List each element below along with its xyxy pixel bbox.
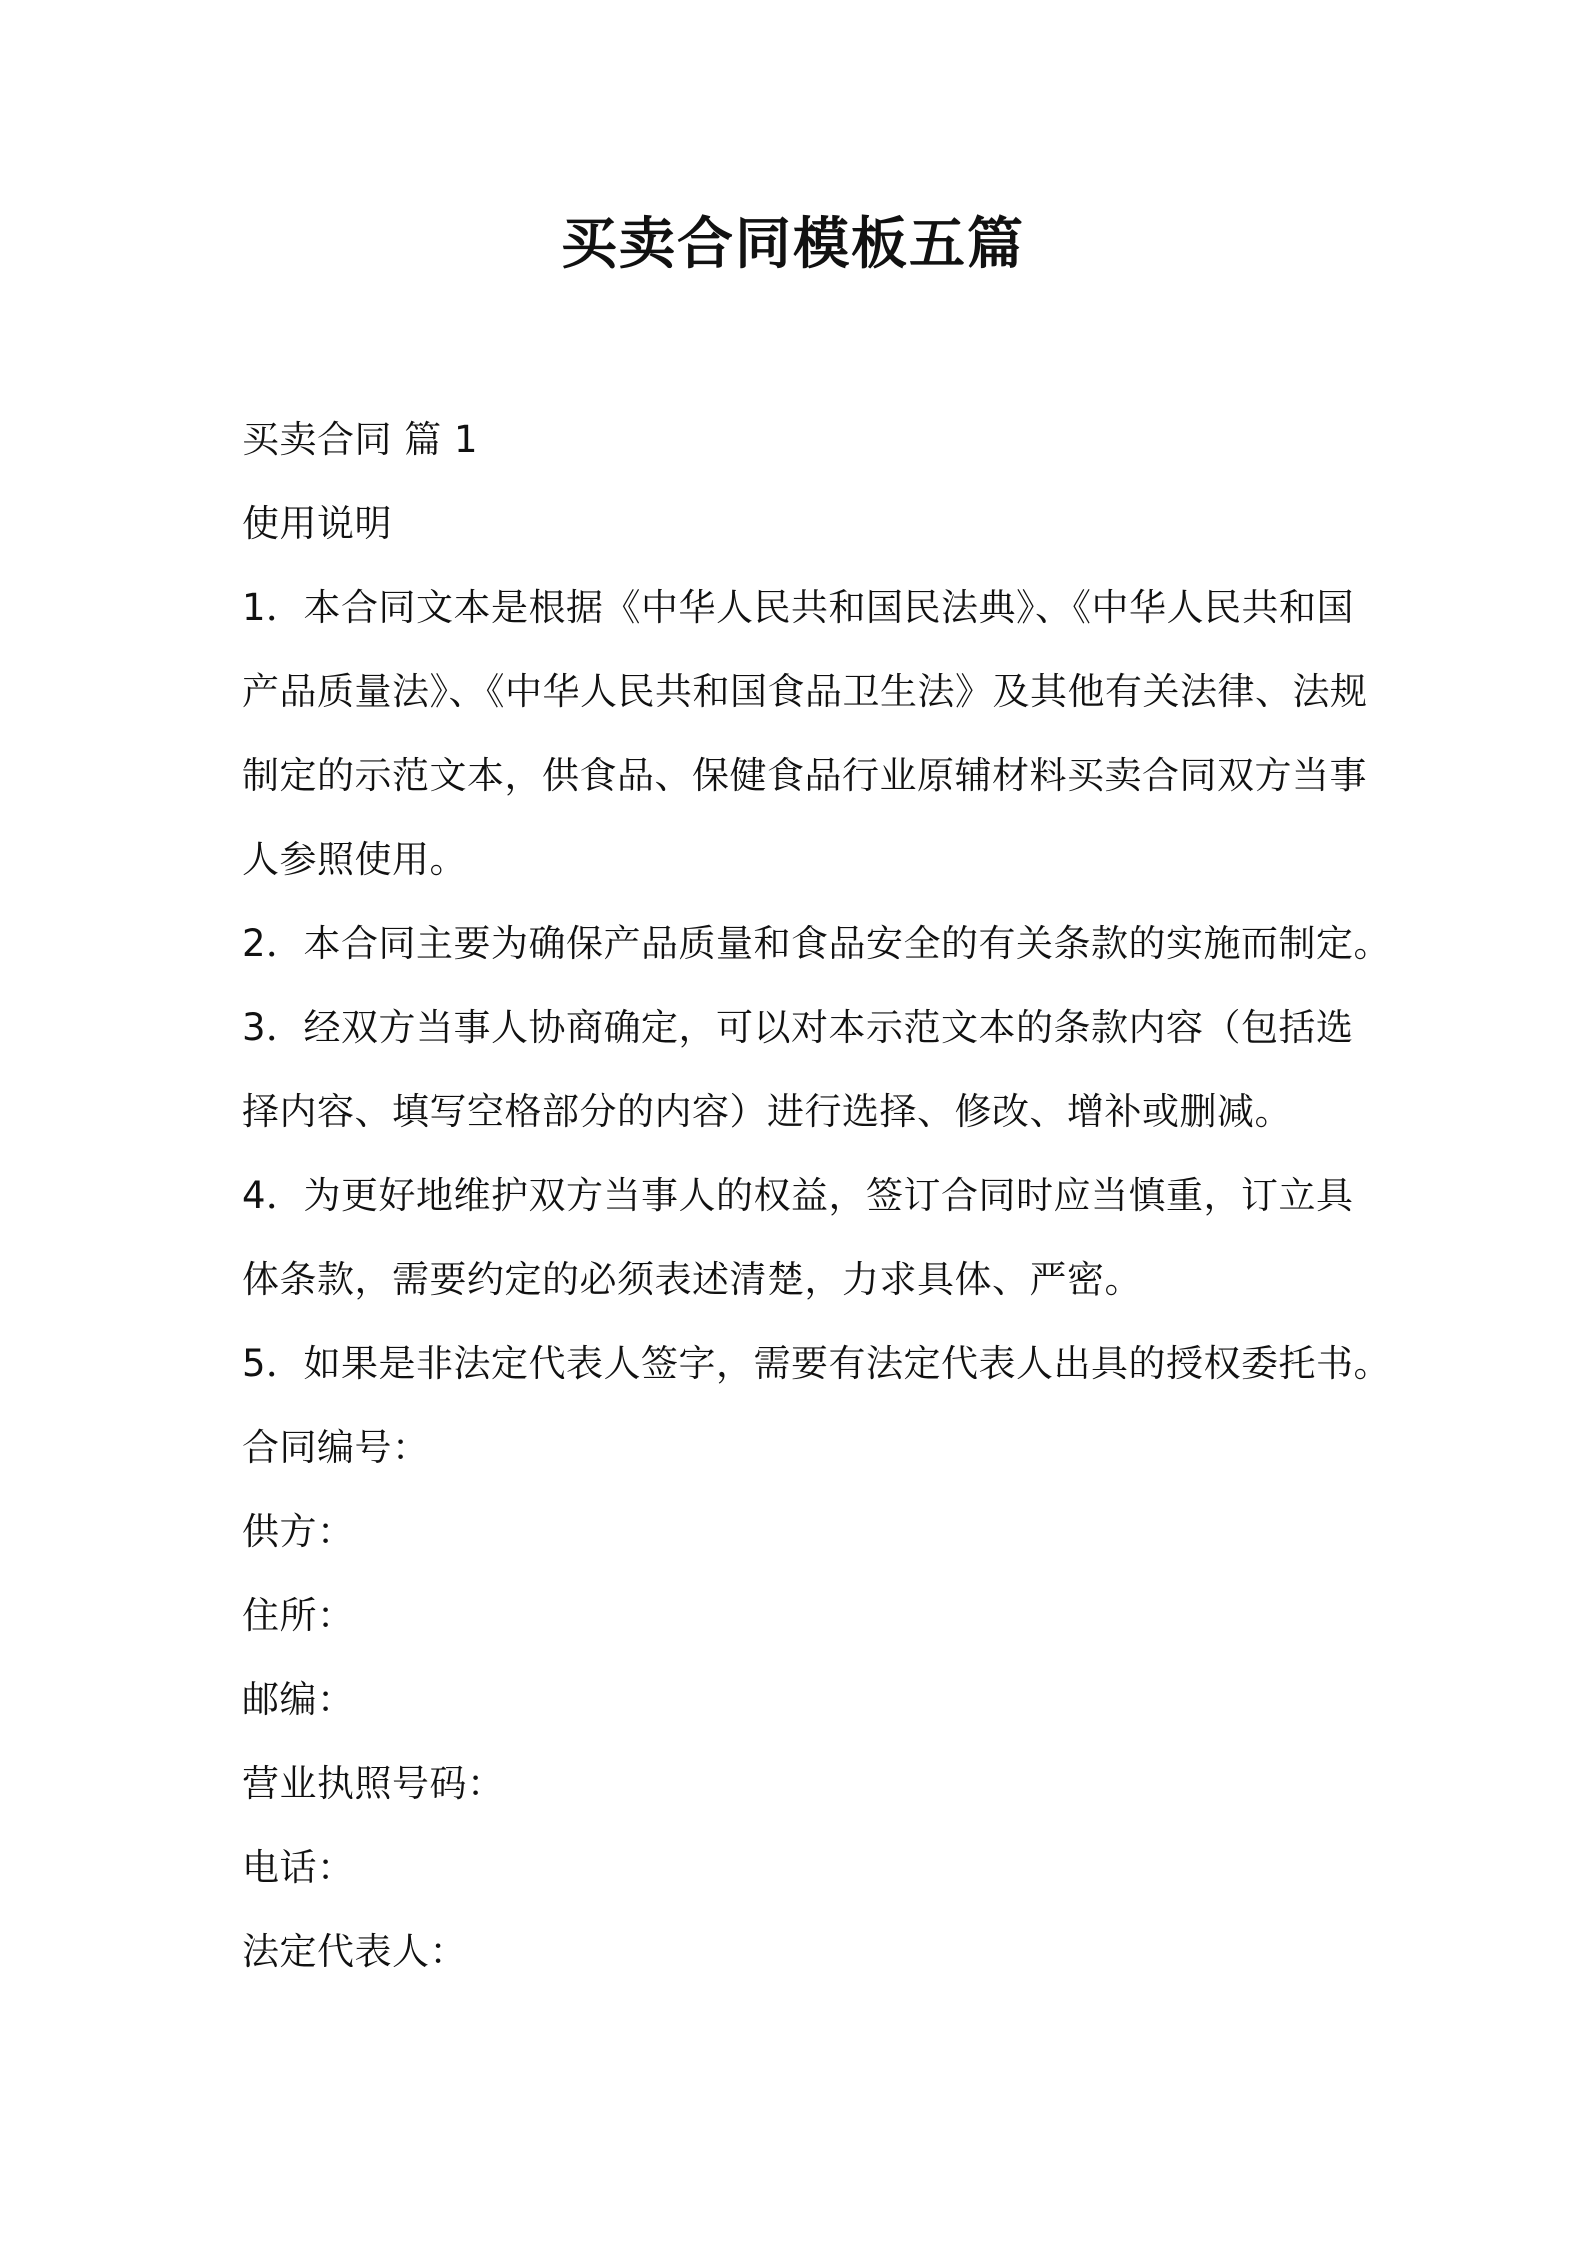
legal-representative-field: 法定代表人： [242,1930,467,1973]
usage-heading: 使用说明 [242,502,392,545]
usage-item-1-line-4: 人参照使用。 [242,838,467,881]
usage-item-3-line-2: 择内容、填写空格部分的内容）进行选择、修改、增补或删减。 [242,1090,1292,1133]
usage-item-1-line-1: 1．本合同文本是根据《中华人民共和国民法典》、《中华人民共和国 [242,586,1355,629]
phone-field: 电话： [242,1846,355,1889]
usage-item-4-line-2: 体条款，需要约定的必须表述清楚，力求具体、严密。 [242,1258,1142,1301]
usage-item-1-line-2: 产品质量法》、《中华人民共和国食品卫生法》及其他有关法律、法规 [242,670,1368,713]
usage-item-5: 5．如果是非法定代表人签字，需要有法定代表人出具的授权委托书。 [242,1342,1392,1385]
usage-item-2: 2．本合同主要为确保产品质量和食品安全的有关条款的实施而制定。 [242,922,1392,965]
usage-item-4-line-1: 4．为更好地维护双方当事人的权益，签订合同时应当慎重，订立具 [242,1174,1354,1217]
document-title: 买卖合同模板五篇 [561,212,1025,277]
usage-item-1-line-3: 制定的示范文本，供食品、保健食品行业原辅材料买卖合同双方当事 [242,754,1367,797]
document-body [242,398,1392,1994]
section-heading: 买卖合同 篇 1 [242,418,479,461]
usage-item-3-line-1: 3．经双方当事人协商确定，可以对本示范文本的条款内容（包括选 [242,1006,1354,1049]
contract-number-field: 合同编号： [242,1426,430,1469]
address-field: 住所： [242,1594,355,1637]
postcode-field: 邮编： [242,1678,355,1721]
supplier-field: 供方： [242,1510,355,1553]
business-license-field: 营业执照号码： [242,1762,505,1805]
